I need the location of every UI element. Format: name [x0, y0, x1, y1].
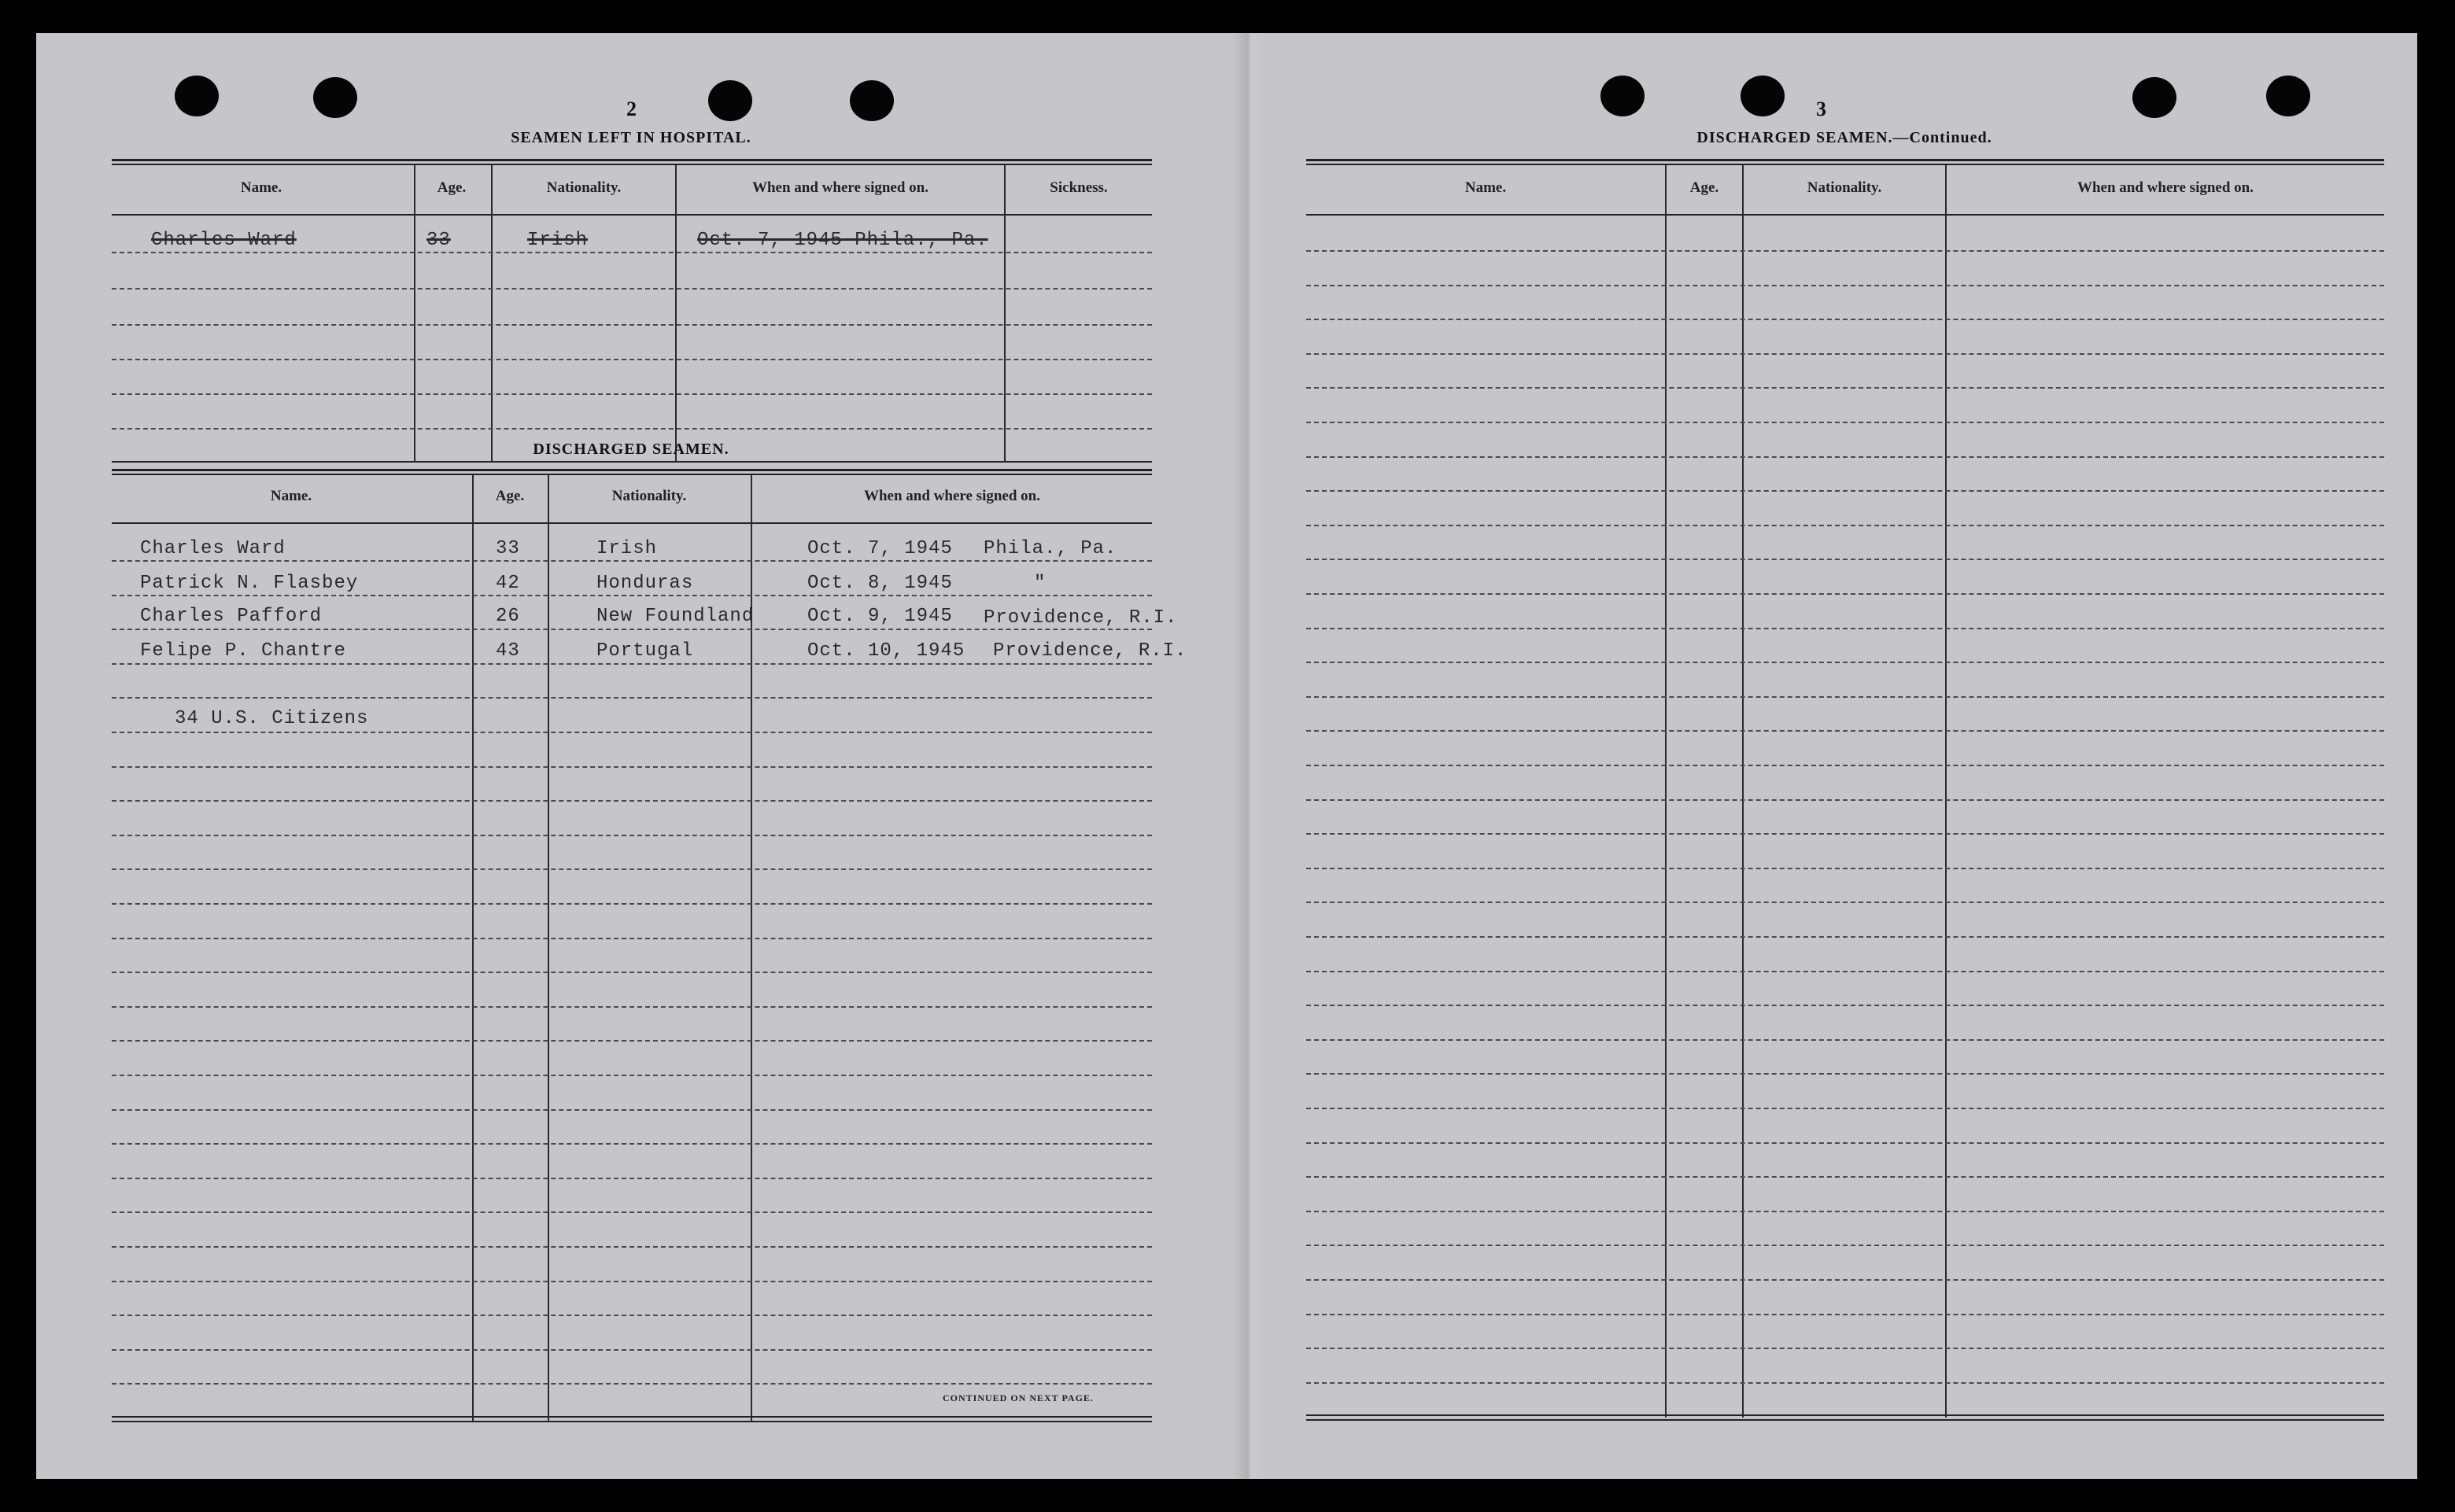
right-table-top-rule [1306, 159, 2384, 161]
discharged-row-1-age: 42 [496, 573, 520, 594]
row-line [112, 800, 1152, 802]
hospital-table-top-rule-2 [112, 164, 1152, 165]
discharged-row-0-date: Oct. 7, 1945 [807, 538, 953, 559]
hospital-col-divider [1004, 165, 1006, 461]
document-sheet [36, 33, 2417, 1479]
punch-hole [2266, 76, 2310, 116]
discharged-note: 34 U.S. Citizens [175, 708, 369, 729]
row-line [112, 1315, 1152, 1316]
row-line [112, 697, 1152, 699]
discharged-row-0-nationality: Irish [596, 538, 658, 559]
discharged-row-2-place: Providence, R.I. [984, 607, 1178, 629]
discharged-row-3-date: Oct. 10, 1945 [807, 640, 965, 662]
hospital-col-divider [414, 165, 415, 461]
punch-hole [1741, 76, 1785, 116]
row-line [1306, 593, 2384, 595]
row-line [1306, 1279, 2384, 1281]
row-line [1306, 1108, 2384, 1109]
hospital-col-divider [675, 165, 677, 461]
discharged-col-nationality: Nationality. [611, 488, 687, 504]
row-line [112, 938, 1152, 939]
row-line [1306, 971, 2384, 972]
row-line [112, 1349, 1152, 1351]
row-line [112, 1143, 1152, 1145]
punch-hole [850, 80, 894, 121]
discharged-table-top-rule [112, 469, 1152, 471]
row-line [1306, 1073, 2384, 1075]
hospital-col-name: Name. [240, 179, 282, 196]
row-line [112, 835, 1152, 836]
row-line [1306, 1314, 2384, 1315]
right-col-signed-on: When and where signed on. [2077, 179, 2254, 196]
row-line [1306, 422, 2384, 423]
hospital-row-line [112, 359, 1152, 360]
discharged-row-1-place: " [1034, 573, 1047, 594]
hospital-row-line [112, 288, 1152, 289]
row-line [1306, 490, 2384, 492]
right-table-top-rule-2 [1306, 164, 2384, 165]
hospital-header-rule [112, 214, 1152, 216]
row-line [1306, 250, 2384, 252]
hospital-row-line [112, 252, 1152, 253]
row-line [112, 1006, 1152, 1008]
hospital-col-signed-on: When and where signed on. [751, 179, 928, 196]
punch-hole [175, 76, 219, 116]
hospital-col-sickness: Sickness. [1050, 179, 1108, 196]
hospital-table-bottom-rule [112, 461, 1152, 463]
row-line [112, 595, 1152, 596]
right-col-age: Age. [1689, 179, 1719, 196]
discharged-header-rule [112, 522, 1152, 524]
row-line [1306, 319, 2384, 320]
hospital-section-title: SEAMEN LEFT IN HOSPITAL. [511, 129, 751, 146]
discharged-table-top-rule-2 [112, 474, 1152, 475]
hospital-table-top-rule [112, 159, 1152, 161]
hospital-col-nationality: Nationality. [546, 179, 622, 196]
right-header-rule [1306, 214, 2384, 216]
row-line [1306, 868, 2384, 869]
page-number-left: 2 [626, 98, 637, 120]
hospital-row-line [112, 324, 1152, 326]
row-line [1306, 1348, 2384, 1349]
punch-hole [313, 77, 357, 118]
hospital-row-age: 33 [426, 230, 451, 251]
row-line [112, 1383, 1152, 1385]
row-line [112, 1246, 1152, 1248]
right-col-name: Name. [1464, 179, 1507, 196]
row-line [1306, 902, 2384, 903]
row-line [112, 972, 1152, 973]
right-section-title: DISCHARGED SEAMEN.—Continued. [1696, 129, 1992, 146]
row-line [1306, 628, 2384, 629]
punch-hole [2132, 77, 2176, 118]
row-line [1306, 525, 2384, 526]
row-line [112, 1040, 1152, 1042]
discharged-row-2-date: Oct. 9, 1945 [807, 606, 953, 627]
discharged-section-title: DISCHARGED SEAMEN. [533, 441, 729, 458]
discharged-col-name: Name. [270, 488, 312, 504]
hospital-row-nationality: Irish [527, 230, 589, 251]
row-line [1306, 1005, 2384, 1006]
row-line [1306, 1142, 2384, 1144]
hospital-row-line [112, 428, 1152, 430]
continued-footer: CONTINUED ON NEXT PAGE. [943, 1392, 1094, 1403]
discharged-row-2-age: 26 [496, 606, 520, 627]
hospital-row-name: Charles Ward [151, 230, 297, 251]
row-line [112, 1075, 1152, 1076]
discharged-col-signed-on: When and where signed on. [863, 488, 1040, 504]
discharged-col-age: Age. [495, 488, 525, 504]
row-line [1306, 1176, 2384, 1178]
right-table-bottom-rule-2 [1306, 1419, 2384, 1421]
punch-hole [1600, 76, 1645, 116]
row-line [1306, 387, 2384, 389]
page-fold [1232, 33, 1267, 1479]
discharged-col-divider [548, 475, 549, 1421]
discharged-row-3-nationality: Portugal [596, 640, 694, 662]
right-table-bottom-rule [1306, 1414, 2384, 1416]
row-line [1306, 559, 2384, 560]
discharged-row-3-age: 43 [496, 640, 520, 662]
discharged-col-divider [472, 475, 474, 1421]
discharged-row-0-age: 33 [496, 538, 520, 559]
punch-hole [708, 80, 752, 121]
row-line [1306, 353, 2384, 355]
row-line [112, 732, 1152, 733]
right-col-nationality: Nationality. [1807, 179, 1882, 196]
discharged-row-0-place: Phila., Pa. [984, 538, 1117, 559]
row-line [1306, 456, 2384, 458]
row-line [1306, 799, 2384, 801]
page-number-right: 3 [1816, 98, 1826, 120]
row-line [112, 1178, 1152, 1179]
row-line [112, 1281, 1152, 1282]
discharged-row-1-name: Patrick N. Flasbey [140, 573, 359, 594]
discharged-row-1-nationality: Honduras [596, 573, 694, 594]
hospital-col-divider [491, 165, 493, 461]
discharged-row-3-place: Providence, R.I. [993, 640, 1187, 662]
row-line [112, 1109, 1152, 1111]
discharged-row-2-name: Charles Pafford [140, 606, 323, 627]
row-line [1306, 1382, 2384, 1384]
row-line [1306, 1211, 2384, 1212]
hospital-row-line [112, 393, 1152, 395]
row-line [112, 560, 1152, 562]
row-line [1306, 696, 2384, 698]
row-line [1306, 1245, 2384, 1246]
hospital-col-age: Age. [437, 179, 467, 196]
hospital-row-signed-on: Oct. 7, 1945 Phila., Pa. [697, 230, 988, 251]
row-line [1306, 662, 2384, 663]
row-line [1306, 1039, 2384, 1041]
row-line [112, 766, 1152, 768]
row-line [1306, 833, 2384, 835]
row-line [112, 663, 1152, 665]
discharged-row-0-name: Charles Ward [140, 538, 286, 559]
row-line [112, 1211, 1152, 1213]
row-line [1306, 730, 2384, 732]
row-line [1306, 285, 2384, 286]
row-line [112, 629, 1152, 630]
discharged-table-bottom-rule [112, 1416, 1152, 1418]
row-line [1306, 936, 2384, 938]
discharged-row-1-date: Oct. 8, 1945 [807, 573, 953, 594]
discharged-table-bottom-rule-2 [112, 1421, 1152, 1422]
row-line [112, 868, 1152, 870]
discharged-row-2-nationality: New Foundland [596, 606, 755, 627]
discharged-row-3-name: Felipe P. Chantre [140, 640, 346, 662]
row-line [112, 903, 1152, 905]
row-line [1306, 765, 2384, 766]
